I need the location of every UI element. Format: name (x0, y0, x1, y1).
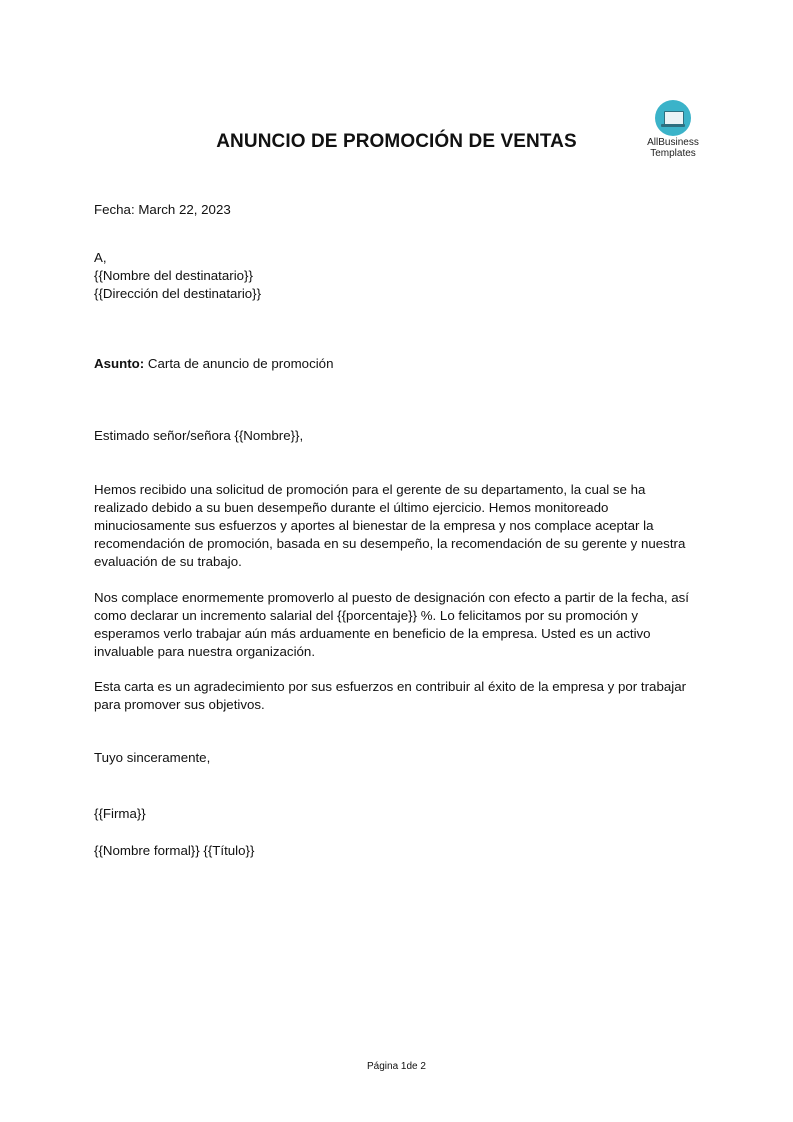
paragraph-line: invaluable para nuestra organización. (94, 644, 316, 659)
paragraph-1 (94, 481, 704, 571)
page-number: Página 1de 2 (367, 1061, 426, 1072)
subject-line (94, 355, 704, 373)
recipient-block (94, 249, 704, 303)
subject-text: Carta de anuncio de promoción (144, 356, 334, 371)
closing: Tuyo sinceramente, (94, 750, 211, 765)
letter-date: Fecha: March 22, 2023 (94, 202, 231, 217)
paragraph-line: realizado debido a su buen desempeño durante el último ejercicio. Hemos monitoreado (94, 500, 609, 515)
paragraph-line: Nos complace enormemente promoverlo al puesto de designación con efecto a partir de la fecha, así (94, 590, 690, 605)
paragraph-2 (94, 589, 704, 661)
paragraph-line: minuciosamente sus esfuerzos y aportes al bienestar de la empresa y nos complace aceptar la (94, 518, 654, 533)
document-title: ANUNCIO DE PROMOCIÓN DE VENTAS (216, 131, 577, 152)
logo-line-1: AllBusiness (647, 137, 699, 148)
recipient-to: A, (94, 250, 107, 265)
subject-label: Asunto: (94, 356, 145, 371)
recipient-address: {{Dirección del destinatario}} (94, 286, 262, 301)
paragraph-line: Esta carta es un agradecimiento por sus esfuerzos en contribuir al éxito de la empresa y por trabajar (94, 679, 687, 694)
paragraph-line: evaluación de su trabajo. (94, 554, 242, 569)
paragraph-3 (94, 678, 704, 714)
paragraph-line: recomendación de promoción, basada en su desempeño, la recomendación de su gerente y nuestra (94, 536, 686, 551)
signature: {{Firma}} (94, 806, 146, 821)
logo-line-2: Templates (650, 148, 696, 159)
recipient-name: {{Nombre del destinatario}} (94, 268, 253, 283)
formal-name-title: {{Nombre formal}} {{Título}} (94, 843, 255, 858)
paragraph-line: Hemos recibido una solicitud de promoción para el gerente de su departamento, la cual se ha (94, 482, 646, 497)
paragraph-line: como declarar un incremento salarial del {{porcentaje}} %. Lo felicitamos por su promoción y (94, 608, 638, 623)
greeting: Estimado señor/señora {{Nombre}}, (94, 428, 304, 443)
allbusiness-logo (641, 100, 705, 159)
logo-text (641, 137, 705, 159)
laptop-icon (655, 100, 691, 136)
paragraph-line: esperamos verlo trabajar aún más arduamente en beneficio de la empresa. Usted es un activo (94, 626, 651, 641)
paragraph-line: para promover sus objetivos. (94, 697, 265, 712)
